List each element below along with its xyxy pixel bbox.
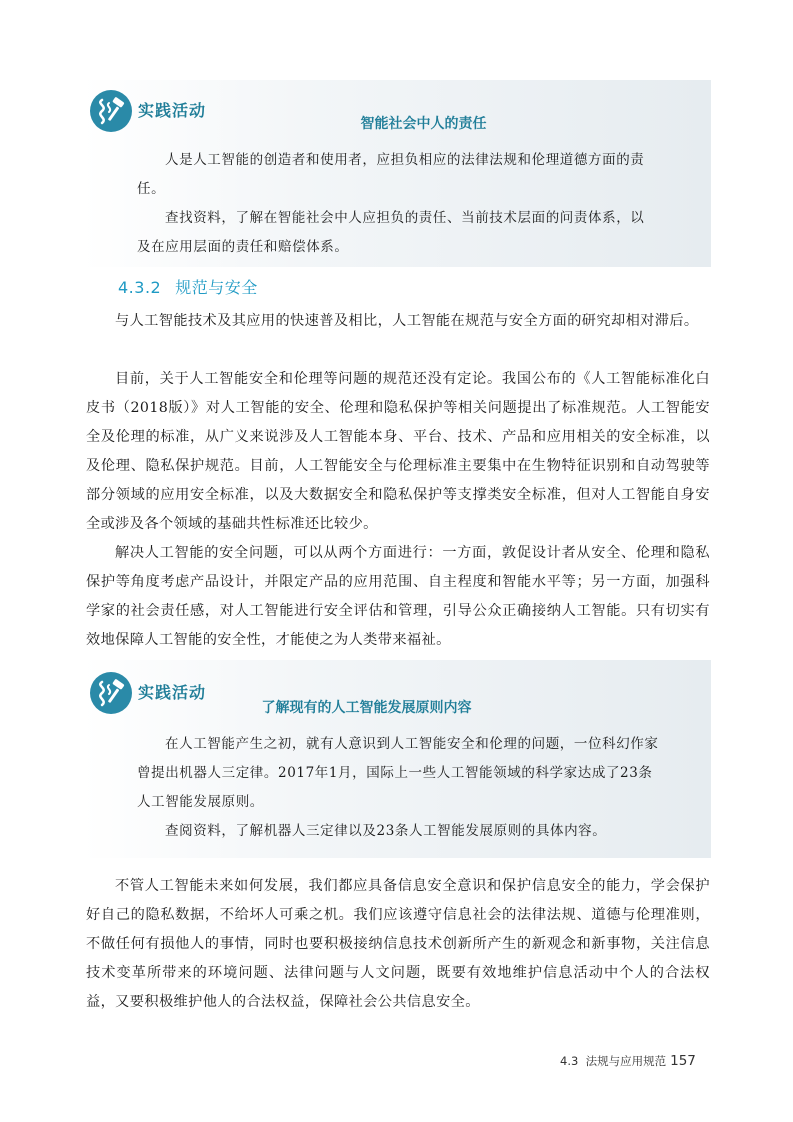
body-paragraph: 解决人工智能的安全问题，可以从两个方面进行：一方面，敦促设计者从安全、伦理和隐私保护等角度考虑产品设计，并限定产品的应用范围、自主程度和智能水平等；另一方面，加强科学家的社会责任感，对人工智能进行安全评估和管理，引导公众正确接纳人工智能。只有切实有效地保障人工智能的安全性，才能使之为人类带来福祉。: [86, 545, 710, 648]
section-number: 4.3.2: [118, 278, 162, 297]
footer-chapter: 法规与应用规范: [585, 1054, 667, 1068]
activity-title: 了解现有的人工智能发展原则内容: [261, 700, 472, 716]
activity-label: 实践活动: [138, 101, 207, 120]
practice-activity-box: [82, 660, 711, 858]
body-paragraph: 不管人工智能未来如何发展，我们都应具备信息安全意识和保护信息安全的能力，学会保护好自己的隐私数据，不给坏人可乘之机。我们应该遵守信息社会的法律法规、道德与伦理准则，不做任何有损他人的事情，同时也要积极接纳信息技术创新所产生的新观念和新事物，关注信息技术变革所带来的环境问题、法律问题与人文问题，既要有效地维护信息活动中个人的合法权益，又要积极维护他人的合法权益，保障社会公共信息安全。: [86, 878, 710, 1010]
section-heading: [118, 275, 258, 298]
section-title: 规范与安全: [175, 278, 258, 297]
activity-title: 智能社会中人的责任: [360, 116, 487, 132]
footer-section: 4.3: [560, 1054, 579, 1068]
page-number: 157: [670, 1053, 696, 1069]
activity-paragraph: 查阅资料，了解机器人三定律以及23条人工智能发展原则的具体内容。: [165, 823, 607, 839]
practice-activity-box: [82, 80, 711, 267]
activity-paragraph: 查找资料，了解在智能社会中人应担负的责任、当前技术层面的问责体系，以及在应用层面的责任和赔偿体系。: [137, 210, 645, 255]
body-paragraph: 与人工智能技术及其应用的快速普及相比，人工智能在规范与安全方面的研究却相对滞后。: [115, 313, 699, 329]
page-footer: [560, 1053, 696, 1069]
activity-paragraph: 人是人工智能的创造者和使用者，应担负相应的法律法规和伦理道德方面的责任。: [137, 152, 645, 197]
body-paragraph: 目前，关于人工智能安全和伦理等问题的规范还没有定论。我国公布的《人工智能标准化白皮书（2018版）》对人工智能的安全、伦理和隐私保护等相关问题提出了标准规范。人工智能安全及伦理的标准，从广义来说涉及人工智能本身、平台、技术、产品和应用相关的安全标准，以及伦理、隐私保护规范。目前，人工智能安全与伦理标准主要集中在生物特征识别和自动驾驶等部分领域的应用安全标准，以及大数据安全和隐私保护等支撑类安全标准，但对人工智能自身安全或涉及各个领域的基础共性标准还比较少。: [86, 371, 710, 532]
activity-label: 实践活动: [138, 683, 207, 702]
activity-paragraph: 在人工智能产生之初，就有人意识到人工智能安全和伦理的问题，一位科幻作家曾提出机器人三定律。2017年1月，国际上一些人工智能领域的科学家达成了23条人工智能发展原则。: [137, 736, 659, 810]
